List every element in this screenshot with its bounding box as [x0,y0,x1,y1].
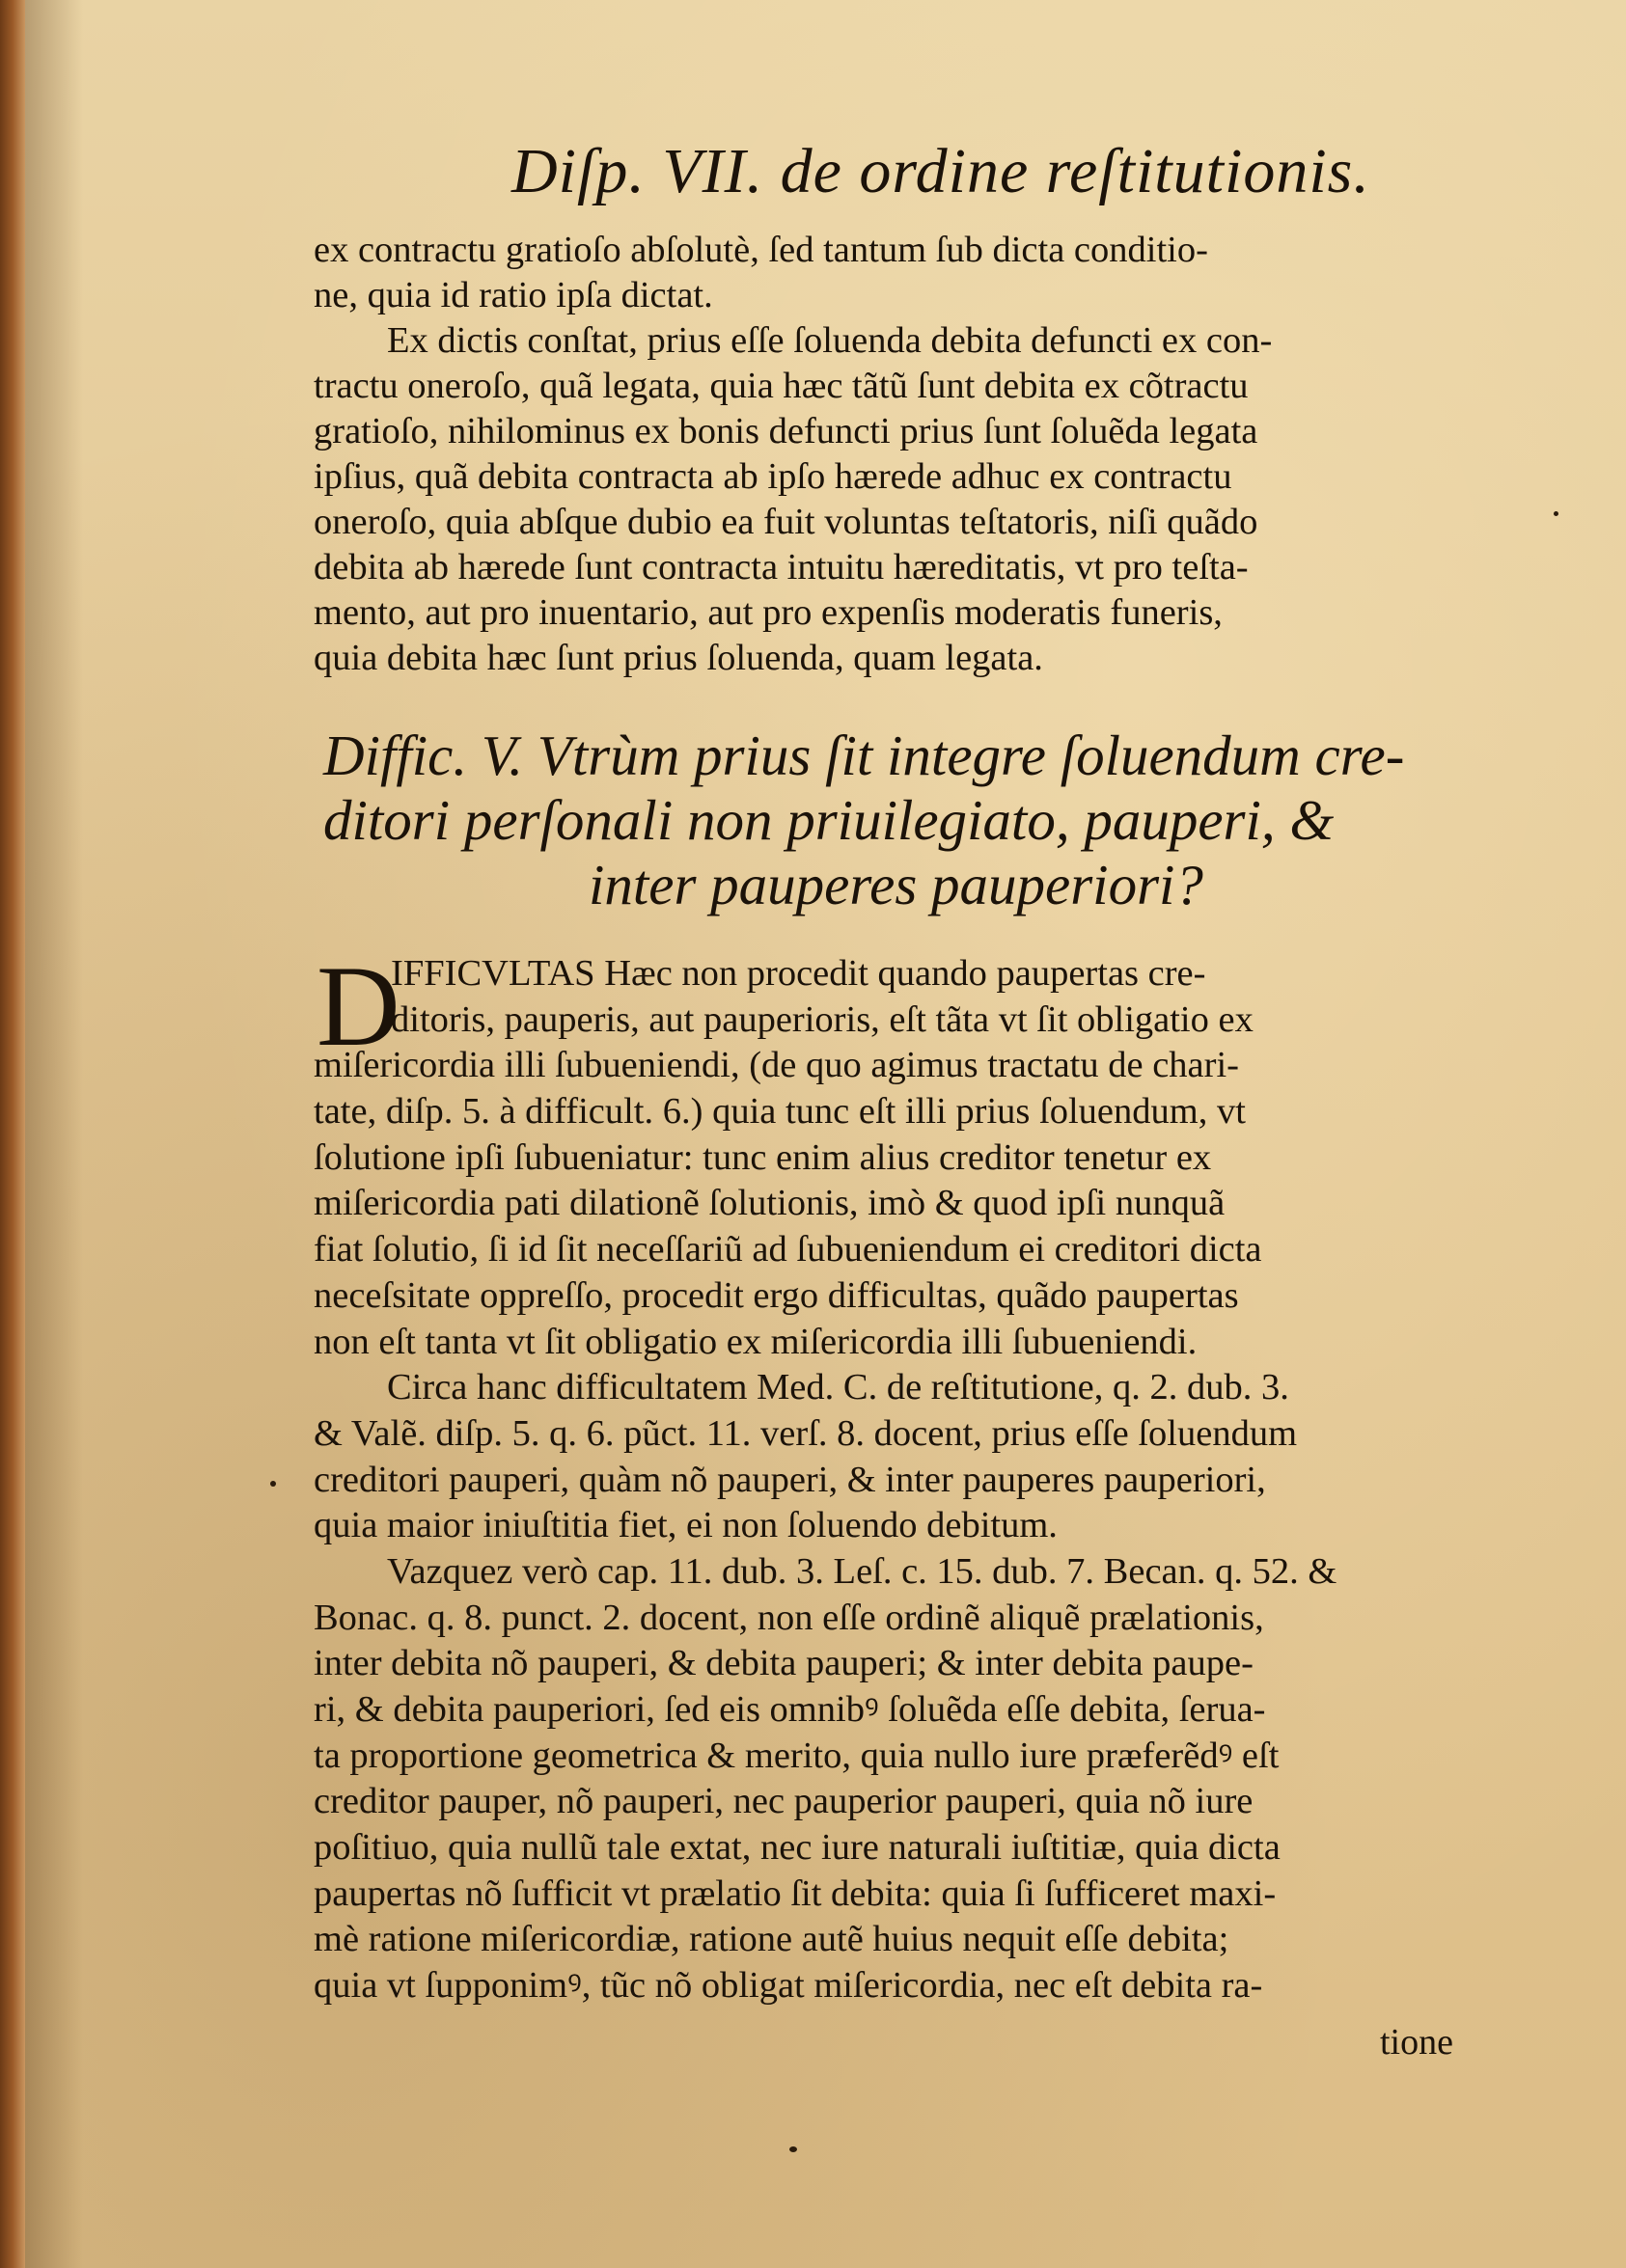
text-line: poſitiuo, quia nullũ tale extat, nec iure naturali iuſtitiæ, quia dicta [314,1827,1281,1869]
text-line: ne, quia id ratio ipſa dictat. [314,275,713,315]
text-line: ta proportione geometrica & merito, quia nullo iure præferẽdꝰ eſt [314,1735,1280,1776]
text-line: IFFICVLTAS Hæc non procedit quando paupertas cre- [391,953,1206,994]
catchword: tione [1380,2022,1453,2063]
drop-capital: D [317,942,400,1070]
text-line: quia debita hæc ſunt prius ſoluenda, quam legata. [314,638,1043,678]
text-line: miſericordia illi ſubueniendi, (de quo agimus tractatu de chari- [314,1045,1239,1086]
text-line: quia maior iniuſtitia fiet, ei non ſoluendo debitum. [314,1505,1058,1546]
text-line: inter debita nõ pauperi, & debita pauperi; & inter debita paupe- [314,1643,1254,1684]
text-line: paupertas nõ ſufficit vt prælatio ſit debita: quia ſi ſufficeret maxi- [314,1872,1277,1914]
text-line: quia vt ſupponimꝰ, tũc nõ obligat miſericordia, nec eſt debita ra- [314,1965,1263,2007]
text-line: Ex dictis conſtat, prius eſſe ſoluenda debita defuncti ex con- [387,320,1273,361]
text-line: creditori pauperi, quàm nõ pauperi, & inter pauperes pauperiori, [314,1459,1266,1500]
heading-line: ditori perſonali non priuilegiato, pauperi, & [323,788,1335,852]
text-line: fiat ſolutio, ſi id ſit neceſſariũ ad ſubueniendum ei creditori dicta [314,1229,1262,1271]
ink-speck [789,2146,797,2152]
heading-line: Diffic. V. Vtrùm prius ſit integre ſoluendum cre- [323,724,1405,787]
text-line: neceſsitate oppreſſo, procedit ergo difficultas, quãdo paupertas [314,1274,1239,1316]
text-line: mè ratione miſericordiæ, ratione autẽ huius nequit eſſe debita; [314,1919,1229,1960]
paragraph-continuation [314,232,1515,685]
book-spine-edge [0,0,25,2268]
ink-speck [1554,511,1558,516]
text-line: miſericordia pati dilationẽ ſolutionis, imò & quod ipſi nunquã [314,1183,1226,1224]
text-line: ſolutione ipſi ſubueniatur: tunc enim alius creditor tenetur ex [314,1136,1212,1178]
text-line: tate, diſp. 5. à difficult. 6.) quia tunc eſt illi prius ſoluendum, vt [314,1091,1246,1133]
ink-speck [270,1481,276,1487]
text-line: ditoris, pauperis, aut pauperioris, eſt tãta vt ſit obligatio ex [391,998,1254,1040]
text-line: tractu oneroſo, quã legata, quia hæc tãtũ ſunt debita ex cõtractu [314,366,1249,406]
running-head: Diſp. VII. de ordine reſtitutionis. [511,136,1370,206]
text-line: ex contractu gratioſo abſolutè, ſed tantum ſub dicta conditio- [314,230,1208,270]
text-line: gratioſo, nihilominus ex bonis defuncti prius ſunt ſoluẽda legata [314,411,1258,451]
paragraph-main [314,942,1515,2013]
text-line: Circa hanc difficultatem Med. C. de reſtitutione, q. 2. dub. 3. [387,1367,1289,1408]
section-heading [323,724,1510,917]
text-line: Vazquez verò cap. 11. dub. 3. Leſ. c. 15. dub. 7. Becan. q. 52. & [387,1550,1337,1592]
text-line: non eſt tanta vt ſit obligatio ex miſericordia illi ſubueniendi. [314,1321,1198,1362]
text-line: & Valẽ. diſp. 5. q. 6. pũct. 11. verſ. 8. docent, prius eſſe ſoluendum [314,1412,1298,1454]
text-line: Bonac. q. 8. punct. 2. docent, non eſſe ordinẽ aliquẽ prælationis, [314,1597,1264,1638]
gutter-shadow [25,0,83,2268]
text-line: creditor pauper, nõ pauperi, nec pauperior pauperi, quia nõ iure [314,1781,1254,1822]
text-line: oneroſo, quia abſque dubio ea fuit voluntas teſtatoris, niſi quãdo [314,502,1258,542]
text-line: debita ab hærede ſunt contracta intuitu hæreditatis, vt pro teſta- [314,547,1249,587]
text-line: mento, aut pro inuentario, aut pro expenſis moderatis funeris, [314,592,1223,633]
text-line: ipſius, quã debita contracta ab ipſo hærede adhuc ex contractu [314,456,1232,497]
text-line: ri, & debita pauperiori, ſed eis omnibꝰ ſoluẽda eſſe debita, ſerua- [314,1689,1266,1730]
heading-line: inter pauperes pauperiori? [589,853,1203,916]
